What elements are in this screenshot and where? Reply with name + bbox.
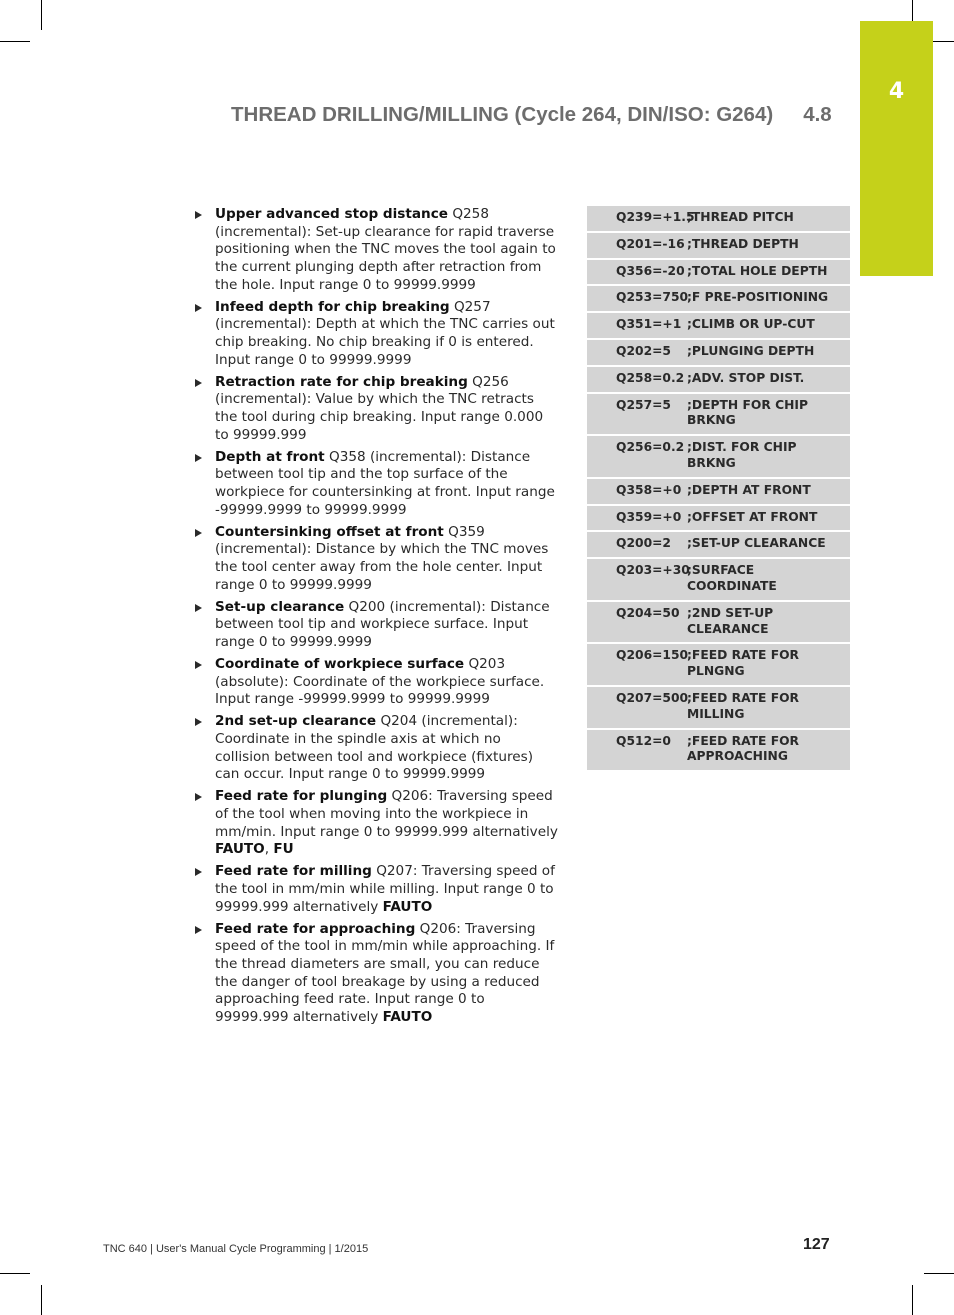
list-item <box>193 713 559 784</box>
list-item <box>193 656 559 709</box>
option-keyword: FAUTO <box>215 841 265 858</box>
bullet-arrow-icon <box>195 793 202 801</box>
parameter-name: Feed rate for milling <box>215 863 372 880</box>
bullet-arrow-icon <box>195 661 202 669</box>
parameter-code: Q206=150 <box>616 648 689 663</box>
table-row <box>587 479 850 506</box>
parameter-description: Q207: Traversing speed of the tool in mm/min while milling. Input range 0 to 99999.999 alternatively <box>215 863 555 915</box>
list-item <box>193 788 559 859</box>
parameter-code: Q512=0 <box>616 733 671 748</box>
parameter-code: Q253=750 <box>616 290 689 305</box>
parameter-code: Q200=2 <box>616 536 671 551</box>
parameter-code: Q204=50 <box>616 605 680 620</box>
parameter-code: Q356=-20 <box>616 263 685 278</box>
bullet-arrow-icon <box>195 926 202 934</box>
list-item <box>193 449 559 520</box>
parameter-name: 2nd set-up clearance <box>215 713 377 730</box>
table-row <box>587 644 850 687</box>
parameter-comment: ;FEED RATE FOR APPROACHING <box>687 733 800 764</box>
crop-mark <box>41 0 42 30</box>
parameter-code: Q207=500 <box>616 690 689 705</box>
parameter-comment: ;SURFACE COORDINATE <box>687 563 777 593</box>
bullet-arrow-icon <box>195 454 202 462</box>
table-row <box>587 394 850 437</box>
option-keyword: FAUTO <box>382 898 433 915</box>
parameter-description: Q358 (incremental): Distance between tool tip and the top surface of the workpiece for countersinking at front. Input range -99999.9999 to 99999.9999 <box>215 448 555 518</box>
parameter-code: Q257=5 <box>616 397 671 412</box>
parameter-code: Q258=0.2 <box>616 370 685 385</box>
table-row <box>587 340 850 367</box>
nc-code-table <box>587 206 850 770</box>
bullet-arrow-icon <box>195 718 202 726</box>
bullet-arrow-icon <box>195 529 202 537</box>
parameter-comment: ;DIST. FOR CHIP BRKNG <box>687 440 797 470</box>
table-row <box>587 260 850 287</box>
list-item <box>193 921 559 1027</box>
chapter-number: 4 <box>888 79 905 104</box>
parameter-name: Infeed depth for chip breaking <box>215 298 450 315</box>
list-item <box>193 599 559 652</box>
parameter-code: Q201=-16 <box>616 236 685 251</box>
page-title: THREAD DRILLING/MILLING (Cycle 264, DIN/ISO: G264) <box>231 103 774 126</box>
parameter-comment: ;F PRE-POSITIONING <box>687 290 829 305</box>
table-row <box>587 286 850 313</box>
parameter-name: Depth at front <box>215 448 325 465</box>
parameter-list <box>193 206 559 1031</box>
parameter-code: Q202=5 <box>616 343 671 358</box>
footer-text: TNC 640 | User's Manual Cycle Programming | 1/2015 <box>103 1243 369 1255</box>
table-row <box>587 367 850 394</box>
table-row <box>587 559 850 602</box>
parameter-comment: ;THREAD PITCH <box>687 210 794 224</box>
crop-mark <box>0 41 30 42</box>
bullet-arrow-icon <box>195 868 202 876</box>
option-keyword: FU <box>273 841 294 858</box>
bullet-arrow-icon <box>195 604 202 612</box>
parameter-description: Q257 (incremental): Depth at which the TNC carries out chip breaking. No chip breaking if 0 is entered. Input range 0 to 99999.9999 <box>215 298 555 368</box>
parameter-description: Q256 (incremental): Value by which the TNC retracts the tool during chip breaking. Input range 0.000 to 99999.999 <box>215 373 544 443</box>
parameter-name: Countersinking offset at front <box>215 523 444 540</box>
list-item <box>193 863 559 916</box>
crop-mark <box>912 1285 913 1315</box>
list-item <box>193 524 559 595</box>
parameter-comment: ;DEPTH FOR CHIP BRKNG <box>687 397 809 428</box>
bullet-arrow-icon <box>195 379 202 387</box>
section-number: 4.8 <box>803 103 832 126</box>
list-item <box>193 374 559 445</box>
parameter-code: Q203=+30 <box>616 563 690 578</box>
table-row <box>587 687 850 730</box>
table-row <box>587 233 850 260</box>
parameter-name: Retraction rate for chip breaking <box>215 373 468 390</box>
parameter-name: Feed rate for plunging <box>215 788 388 805</box>
parameter-description: Q206: Traversing speed of the tool in mm/min while approaching. If the thread diameters are small, you can reduce the danger of tool breakage by using a reduced approaching feed rate. Input range 0 to 99999.999 alternatively <box>215 920 555 1026</box>
table-row <box>587 436 850 479</box>
crop-mark <box>41 1285 42 1315</box>
page-header <box>231 103 832 127</box>
list-item <box>193 206 559 295</box>
parameter-name: Upper advanced stop distance <box>215 206 449 222</box>
parameter-comment: ;FEED RATE FOR PLNGNG <box>687 648 800 679</box>
parameter-name: Coordinate of workpiece surface <box>215 656 465 672</box>
parameter-name: Set-up clearance <box>215 598 345 615</box>
table-row <box>587 506 850 533</box>
table-row <box>587 532 850 559</box>
parameter-comment: ;OFFSET AT FRONT <box>687 509 818 524</box>
page-number: 127 <box>803 1236 830 1253</box>
chapter-tab <box>860 21 933 276</box>
parameter-description: Q359 (incremental): Distance by which the TNC moves the tool center away from the hole center. Input range 0 to 99999.9999 <box>215 523 549 593</box>
parameter-description: Q203 (absolute): Coordinate of the workpiece surface. Input range -99999.9999 to 99999.9999 <box>215 656 545 708</box>
crop-mark <box>924 1273 954 1274</box>
parameter-comment: ;2ND SET-UP CLEARANCE <box>687 605 774 636</box>
parameter-comment: ;DEPTH AT FRONT <box>687 482 811 497</box>
parameter-code: Q351=+1 <box>616 317 682 332</box>
option-keyword: FAUTO <box>382 1009 433 1026</box>
separator: , <box>264 841 274 858</box>
parameter-description: Q258 (incremental): Set-up clearance for rapid traverse positioning when the TNC moves the tool again to the current plunging depth after retraction from the hole. Input range 0 to 99999.9999 <box>215 206 556 293</box>
table-row <box>587 602 850 645</box>
parameter-description: Q204 (incremental): Coordinate in the spindle axis at which no collision between tool and workpiece (fixtures) can occur. Input range 0 to 99999.9999 <box>215 713 534 783</box>
parameter-code: Q358=+0 <box>616 482 682 497</box>
parameter-code: Q239=+1.5 <box>616 210 695 224</box>
parameter-name: Feed rate for approaching <box>215 920 416 937</box>
parameter-comment: ;FEED RATE FOR MILLING <box>687 690 800 721</box>
bullet-arrow-icon <box>195 304 202 312</box>
parameter-code: Q359=+0 <box>616 509 682 524</box>
parameter-comment: ;TOTAL HOLE DEPTH <box>687 263 828 278</box>
bullet-arrow-icon <box>195 211 202 219</box>
parameter-comment: ;PLUNGING DEPTH <box>687 343 815 358</box>
table-row <box>587 206 850 233</box>
parameter-comment: ;THREAD DEPTH <box>687 236 799 251</box>
table-row <box>587 730 850 771</box>
parameter-comment: ;CLIMB OR UP-CUT <box>687 317 815 332</box>
table-row <box>587 313 850 340</box>
list-item <box>193 299 559 370</box>
parameter-code: Q256=0.2 <box>616 440 685 455</box>
crop-mark <box>0 1273 30 1274</box>
parameter-description: Q206: Traversing speed of the tool when moving into the workpiece in mm/min. Input range 0 to 99999.999 alternatively <box>215 788 558 840</box>
parameter-comment: ;ADV. STOP DIST. <box>687 370 805 385</box>
parameter-comment: ;SET-UP CLEARANCE <box>687 536 826 551</box>
parameter-description: Q200 (incremental): Distance between tool tip and workpiece surface. Input range 0 to 99999.9999 <box>215 598 550 651</box>
